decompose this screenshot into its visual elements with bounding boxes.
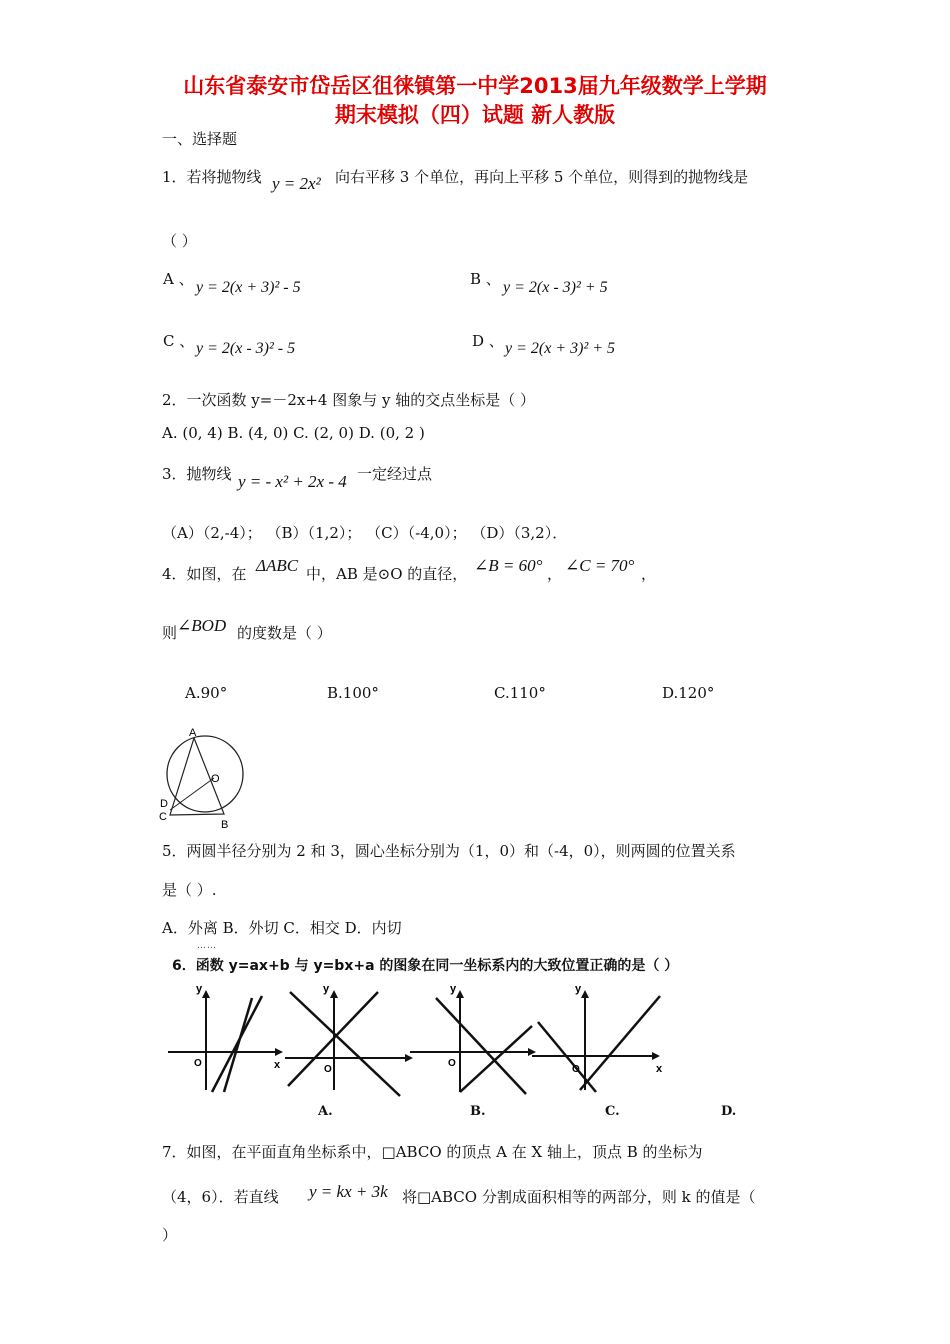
graph-d-label: D.	[721, 1104, 737, 1119]
document-title-line-1: 山东省泰安市岱岳区徂徕镇第一中学2013届九年级数学上学期	[183, 74, 767, 98]
question-6-emphasis-dots: ……	[197, 941, 217, 951]
question-7-line2-prefix: （4，6）．若直线	[162, 1188, 279, 1206]
question-4-line2-prefix: 则	[162, 624, 178, 642]
question-5-line1: 5．两圆半径分别为 2 和 3，圆心坐标分别为（1，0）和（-4，0），则两圆的位置关系	[162, 842, 736, 860]
circle-o	[167, 736, 243, 812]
graph-a-x-label: x	[274, 1059, 281, 1071]
graph-a-line-2	[224, 998, 252, 1092]
question-4-option-b: B.100°	[327, 684, 379, 702]
question-4-middle: 中，AB 是⊙O 的直径，	[306, 565, 468, 583]
graph-a-y-label: y	[196, 983, 203, 995]
q1-answer-paren: （ ）	[162, 232, 197, 250]
q1-option-a: y = 2(x + 3)² - 5	[196, 279, 301, 296]
question-6-graphs	[160, 980, 680, 1100]
graph-c-label: C.	[605, 1104, 620, 1119]
graph-b-x-arrow	[405, 1054, 413, 1062]
question-4-triangle: ΔABC	[256, 556, 299, 575]
question-4-angle-c: ∠C = 70°	[565, 556, 635, 575]
q1-option-b: y = 2(x - 3)² + 5	[503, 279, 608, 296]
graph-b-y-label: y	[323, 983, 330, 995]
question-5-options: A．外离 B．外切 C．相交 D．内切	[162, 919, 402, 937]
graph-b-label: B.	[470, 1104, 486, 1119]
graph-b	[285, 983, 413, 1096]
q1-formula: y = 2x²	[272, 174, 321, 193]
question-4-circle-figure	[150, 728, 260, 832]
section-heading: 一、选择题	[162, 130, 238, 148]
label-b: B	[221, 819, 229, 831]
graph-d-x-arrow	[652, 1052, 660, 1060]
graph-c-y-arrow	[456, 990, 464, 998]
question-4-angle-bod: ∠BOD	[177, 616, 227, 635]
graph-c	[410, 983, 536, 1094]
graph-b-origin: O	[324, 1064, 332, 1075]
question-7-line2-suffix: 将□ABCO 分割成面积相等的两部分，则 k 的值是（	[402, 1188, 756, 1206]
graph-c-y-label: y	[450, 983, 457, 995]
question-2-text: 2．一次函数 y=－2x+4 图象与 y 轴的交点坐标是（ ）	[162, 391, 536, 409]
graph-d-line-2	[580, 996, 660, 1090]
graph-c-origin: O	[448, 1058, 456, 1069]
q1-option-d: y = 2(x + 3)² + 5	[505, 340, 616, 357]
question-4-option-d: D.120°	[662, 684, 715, 702]
q1-option-a-label: A 、	[163, 270, 194, 288]
q1-prefix: 1．若将抛物线	[162, 168, 262, 186]
graph-d-x-label: x	[656, 1063, 663, 1075]
label-c: C	[159, 811, 167, 823]
question-7-line1: 7．如图，在平面直角坐标系中，□ABCO 的顶点 A 在 X 轴上，顶点 B 的坐标为	[162, 1143, 703, 1161]
question-4-line2-suffix: 的度数是（ ）	[237, 624, 332, 642]
question-4-end: ，	[641, 565, 657, 583]
graph-a-y-arrow	[202, 990, 210, 998]
graph-c-line-1	[436, 998, 526, 1094]
label-a: A	[189, 728, 197, 739]
q1-suffix: 向右平移 3 个单位，再向上平移 5 个单位，则得到的抛物线是	[335, 168, 749, 186]
question-2-options: A. (0, 4) B. (4, 0) C. (2, 0) D. (0, 2 )	[162, 424, 425, 442]
question-4-separator: ，	[547, 565, 563, 583]
graph-d-origin: O	[572, 1064, 580, 1075]
graph-d-y-arrow	[581, 990, 589, 998]
q1-option-b-label: B 、	[470, 270, 501, 288]
question-6-text: 6．函数 y=ax+b 与 y=bx+a 的图象在同一坐标系内的大致位置正确的是（ ）	[172, 958, 679, 974]
question-4-angle-b: ∠B = 60°	[474, 556, 543, 575]
question-5-line2: 是（ ）.	[162, 881, 217, 899]
graph-a	[168, 983, 283, 1092]
graph-a-label: A.	[318, 1104, 333, 1119]
question-3-options: （A）（2,-4）； （B）（1,2）； （C）（-4,0）； （D）（3,2）．	[162, 524, 568, 542]
graph-d	[532, 983, 663, 1092]
graph-a-origin: O	[194, 1058, 202, 1069]
graph-b-y-arrow	[330, 990, 338, 998]
question-3-suffix: 一定经过点	[357, 465, 433, 483]
question-3-formula: y = - x² + 2x - 4	[238, 472, 347, 491]
question-7-formula: y = kx + 3k	[309, 1182, 388, 1201]
question-4-prefix: 4．如图，在	[162, 565, 247, 583]
label-o: O	[211, 773, 220, 785]
q1-option-c: y = 2(x - 3)² - 5	[196, 340, 296, 357]
q1-option-c-label: C 、	[163, 332, 195, 350]
question-7-line3: ）	[162, 1226, 178, 1244]
q1-option-d-label: D 、	[472, 332, 504, 350]
graph-d-y-label: y	[575, 983, 582, 995]
label-d: D	[160, 798, 168, 810]
graph-b-line-1	[290, 992, 400, 1096]
graph-c-x-arrow	[528, 1048, 536, 1056]
question-4-option-a: A.90°	[185, 684, 228, 702]
question-4-option-c: C.110°	[494, 684, 546, 702]
document-title-line-2: 期末模拟（四）试题 新人教版	[334, 103, 616, 127]
graph-a-x-arrow	[275, 1048, 283, 1056]
question-3-prefix: 3．抛物线	[162, 465, 232, 483]
